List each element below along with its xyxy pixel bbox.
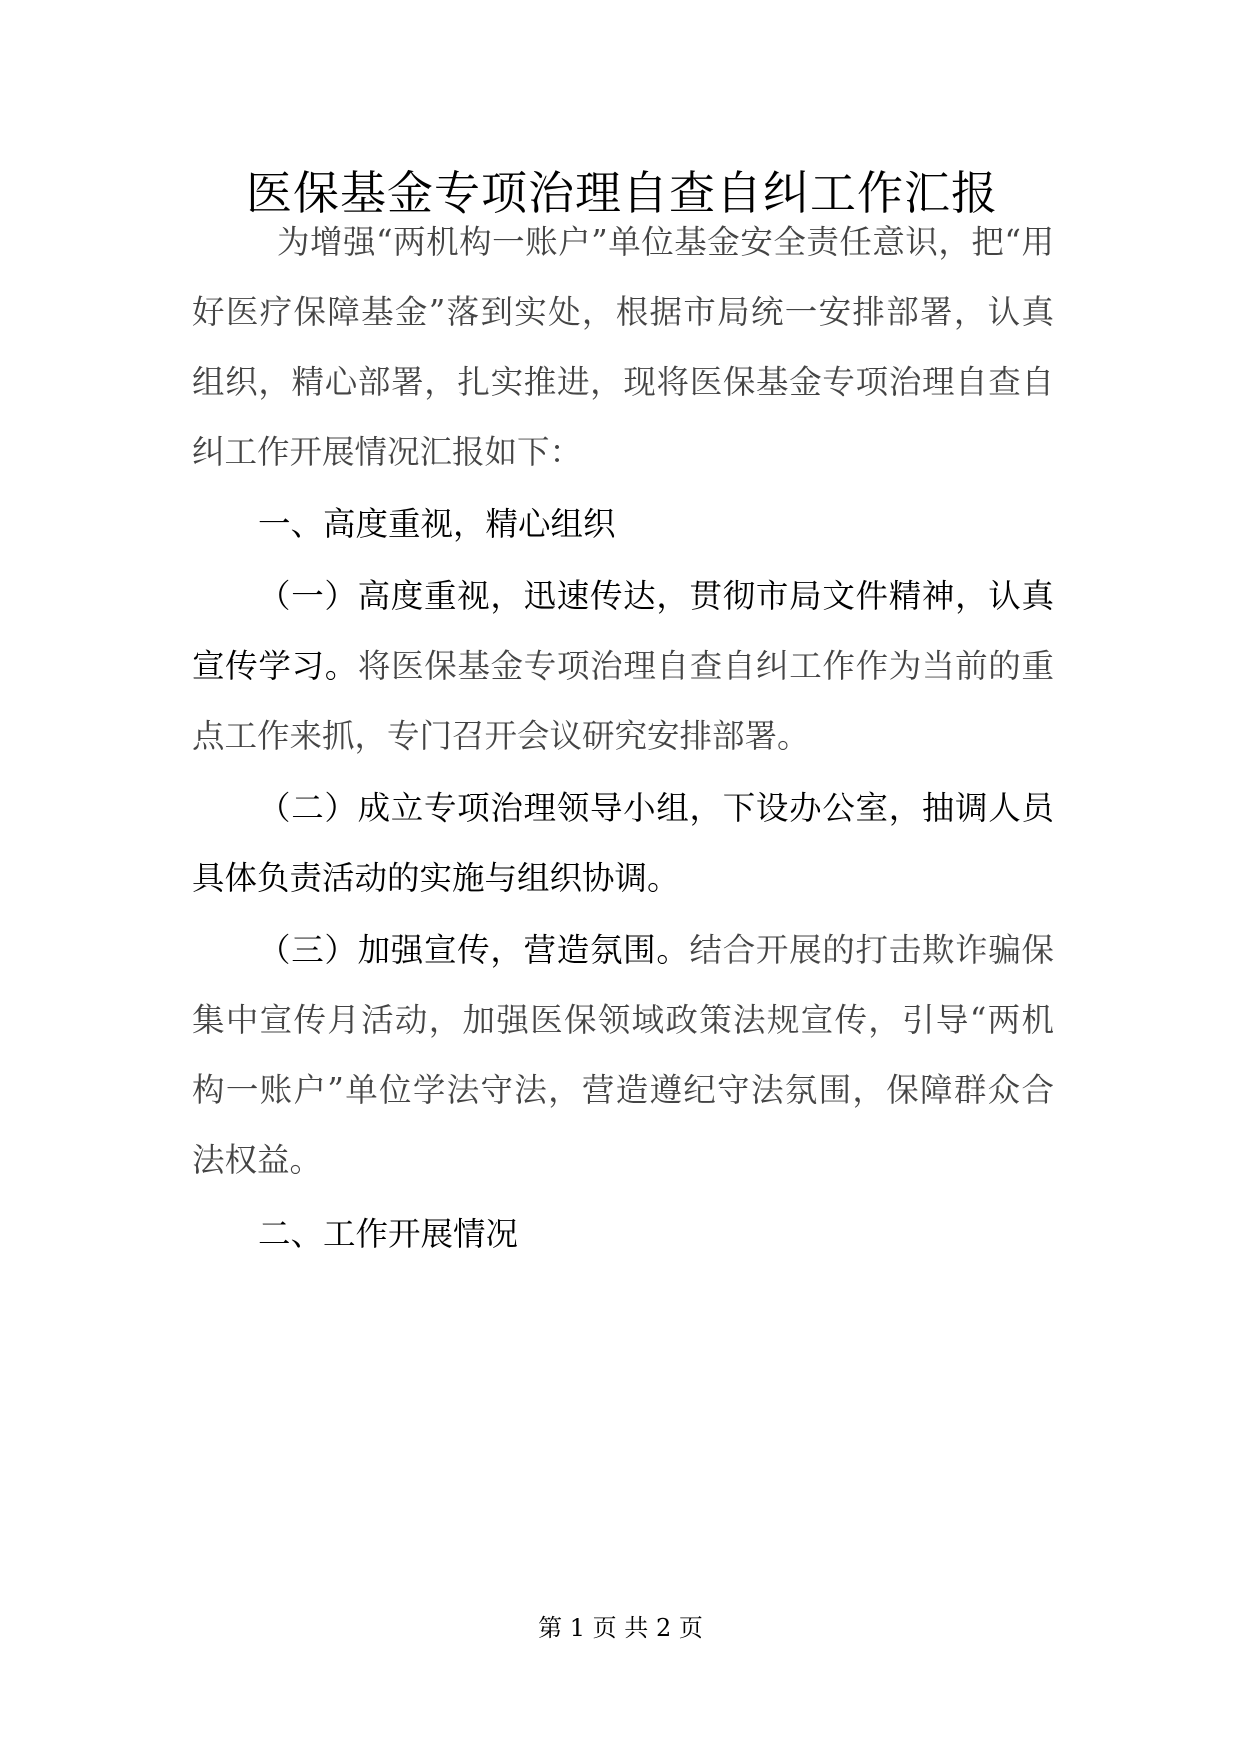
item1-line-2 xyxy=(192,636,1054,696)
item3-line-1 xyxy=(258,920,1054,980)
item1-rest: 将医保基金专项治理自查自纠工作作为当前的重 xyxy=(357,647,1054,685)
item3-lead: （三）加强宣传，营造氛围。 xyxy=(258,931,690,969)
section-heading-1: 一、高度重视，精心组织 xyxy=(258,505,616,543)
page-footer: 第 1 页 共 2 页 xyxy=(538,1614,703,1642)
intro-line-3: 组织，精心部署，扎实推进，现将医保基金专项治理自查自 xyxy=(192,363,1054,401)
item3-line-2: 集中宣传月活动，加强医保领域政策法规宣传，引导“两机 xyxy=(192,1001,1054,1039)
intro-line-4: 纠工作开展情况汇报如下： xyxy=(192,433,583,471)
item1-line-1: （一）高度重视，迅速传达，贯彻市局文件精神，认真 xyxy=(258,577,1054,615)
item3-line-4: 法权益。 xyxy=(192,1141,323,1179)
item3-rest: 结合开展的打击欺诈骗保 xyxy=(689,931,1054,969)
item3-line-3: 构一账户”单位学法守法，营造遵纪守法氛围，保障群众合 xyxy=(192,1071,1054,1109)
intro-line-1: 为增强“两机构一账户”单位基金安全责任意识，把“用 xyxy=(277,223,1054,261)
intro-line-2: 好医疗保障基金”落到实处，根据市局统一安排部署，认真 xyxy=(192,293,1054,331)
section-heading-2: 二、工作开展情况 xyxy=(258,1215,519,1253)
item2-line-1: （二）成立专项治理领导小组，下设办公室，抽调人员 xyxy=(258,789,1054,827)
item1-lead: 宣传学习。 xyxy=(192,647,358,685)
document-title: 医保基金专项治理自查自纠工作汇报 xyxy=(246,166,998,220)
item2-line-2: 具体负责活动的实施与组织协调。 xyxy=(192,859,680,897)
item1-line-3: 点工作来抓，专门召开会议研究安排部署。 xyxy=(192,717,810,755)
